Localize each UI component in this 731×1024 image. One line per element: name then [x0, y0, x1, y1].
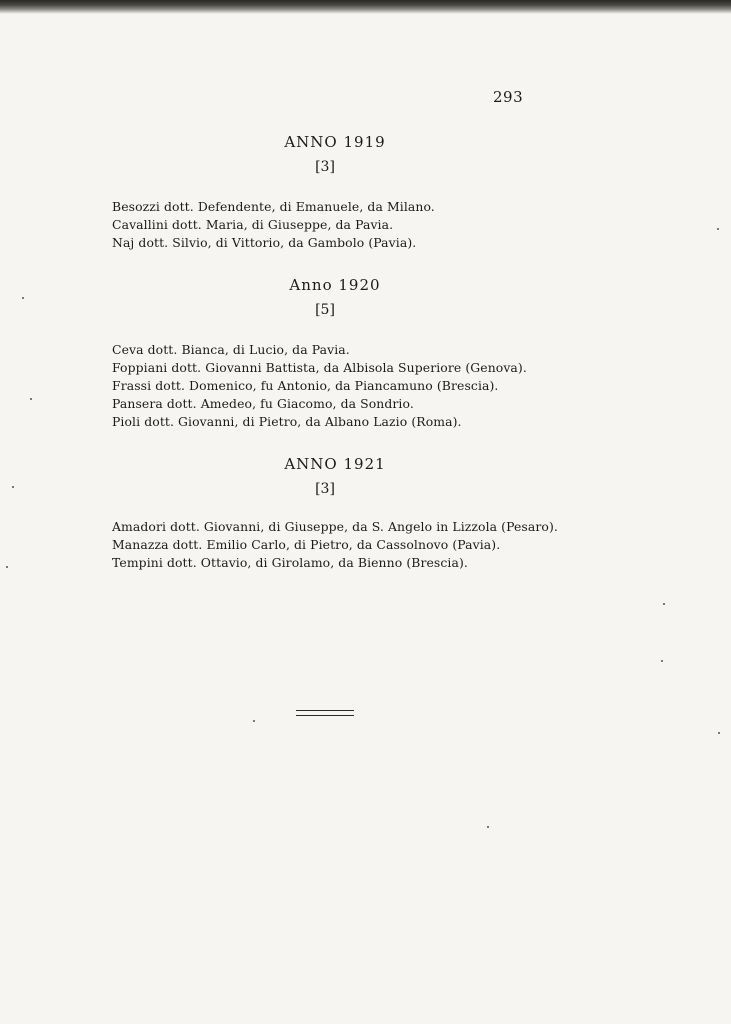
scan-speck [718, 732, 720, 734]
list-item: Ceva dott. Bianca, di Lucio, da Pavia. [112, 342, 350, 357]
entry-list [112, 341, 527, 431]
list-item: Manazza dott. Emilio Carlo, di Pietro, da Cassolnovo (Pavia). [112, 537, 501, 552]
list-item: Naj dott. Silvio, di Vittorio, da Gambolo (Pavia). [112, 235, 417, 250]
scan-speck [253, 720, 255, 722]
entry-list [112, 198, 435, 252]
scan-speck [12, 486, 14, 488]
entry-list [112, 518, 558, 572]
scan-speck [22, 297, 24, 299]
scan-speck [717, 228, 719, 230]
list-item: Foppiani dott. Giovanni Battista, da Albisola Superiore (Genova). [112, 360, 527, 375]
list-item: Pansera dott. Amedeo, fu Giacomo, da Sondrio. [112, 396, 414, 411]
scan-speck [6, 566, 8, 568]
scan-top-edge [0, 0, 731, 14]
section-heading: Anno 1920 [289, 276, 381, 294]
scan-speck [661, 660, 663, 662]
list-item: Besozzi dott. Defendente, di Emanuele, da Milano. [112, 199, 435, 214]
entry-count: [5] [315, 302, 335, 318]
scan-speck [30, 398, 32, 400]
scan-speck [663, 603, 665, 605]
section-heading: ANNO 1919 [284, 133, 386, 151]
list-item: Amadori dott. Giovanni, di Giuseppe, da S. Angelo in Lizzola (Pesaro). [112, 519, 558, 534]
entry-count: [3] [315, 159, 335, 175]
list-item: Tempini dott. Ottavio, di Girolamo, da Bienno (Brescia). [112, 555, 468, 570]
entry-count: [3] [315, 481, 335, 497]
end-rule [296, 710, 354, 716]
page-number: 293 [493, 88, 524, 106]
list-item: Cavallini dott. Maria, di Giuseppe, da Pavia. [112, 217, 394, 232]
scan-speck [487, 826, 489, 828]
list-item: Pioli dott. Giovanni, di Pietro, da Albano Lazio (Roma). [112, 414, 462, 429]
list-item: Frassi dott. Domenico, fu Antonio, da Piancamuno (Brescia). [112, 378, 499, 393]
section-heading: ANNO 1921 [284, 455, 386, 473]
